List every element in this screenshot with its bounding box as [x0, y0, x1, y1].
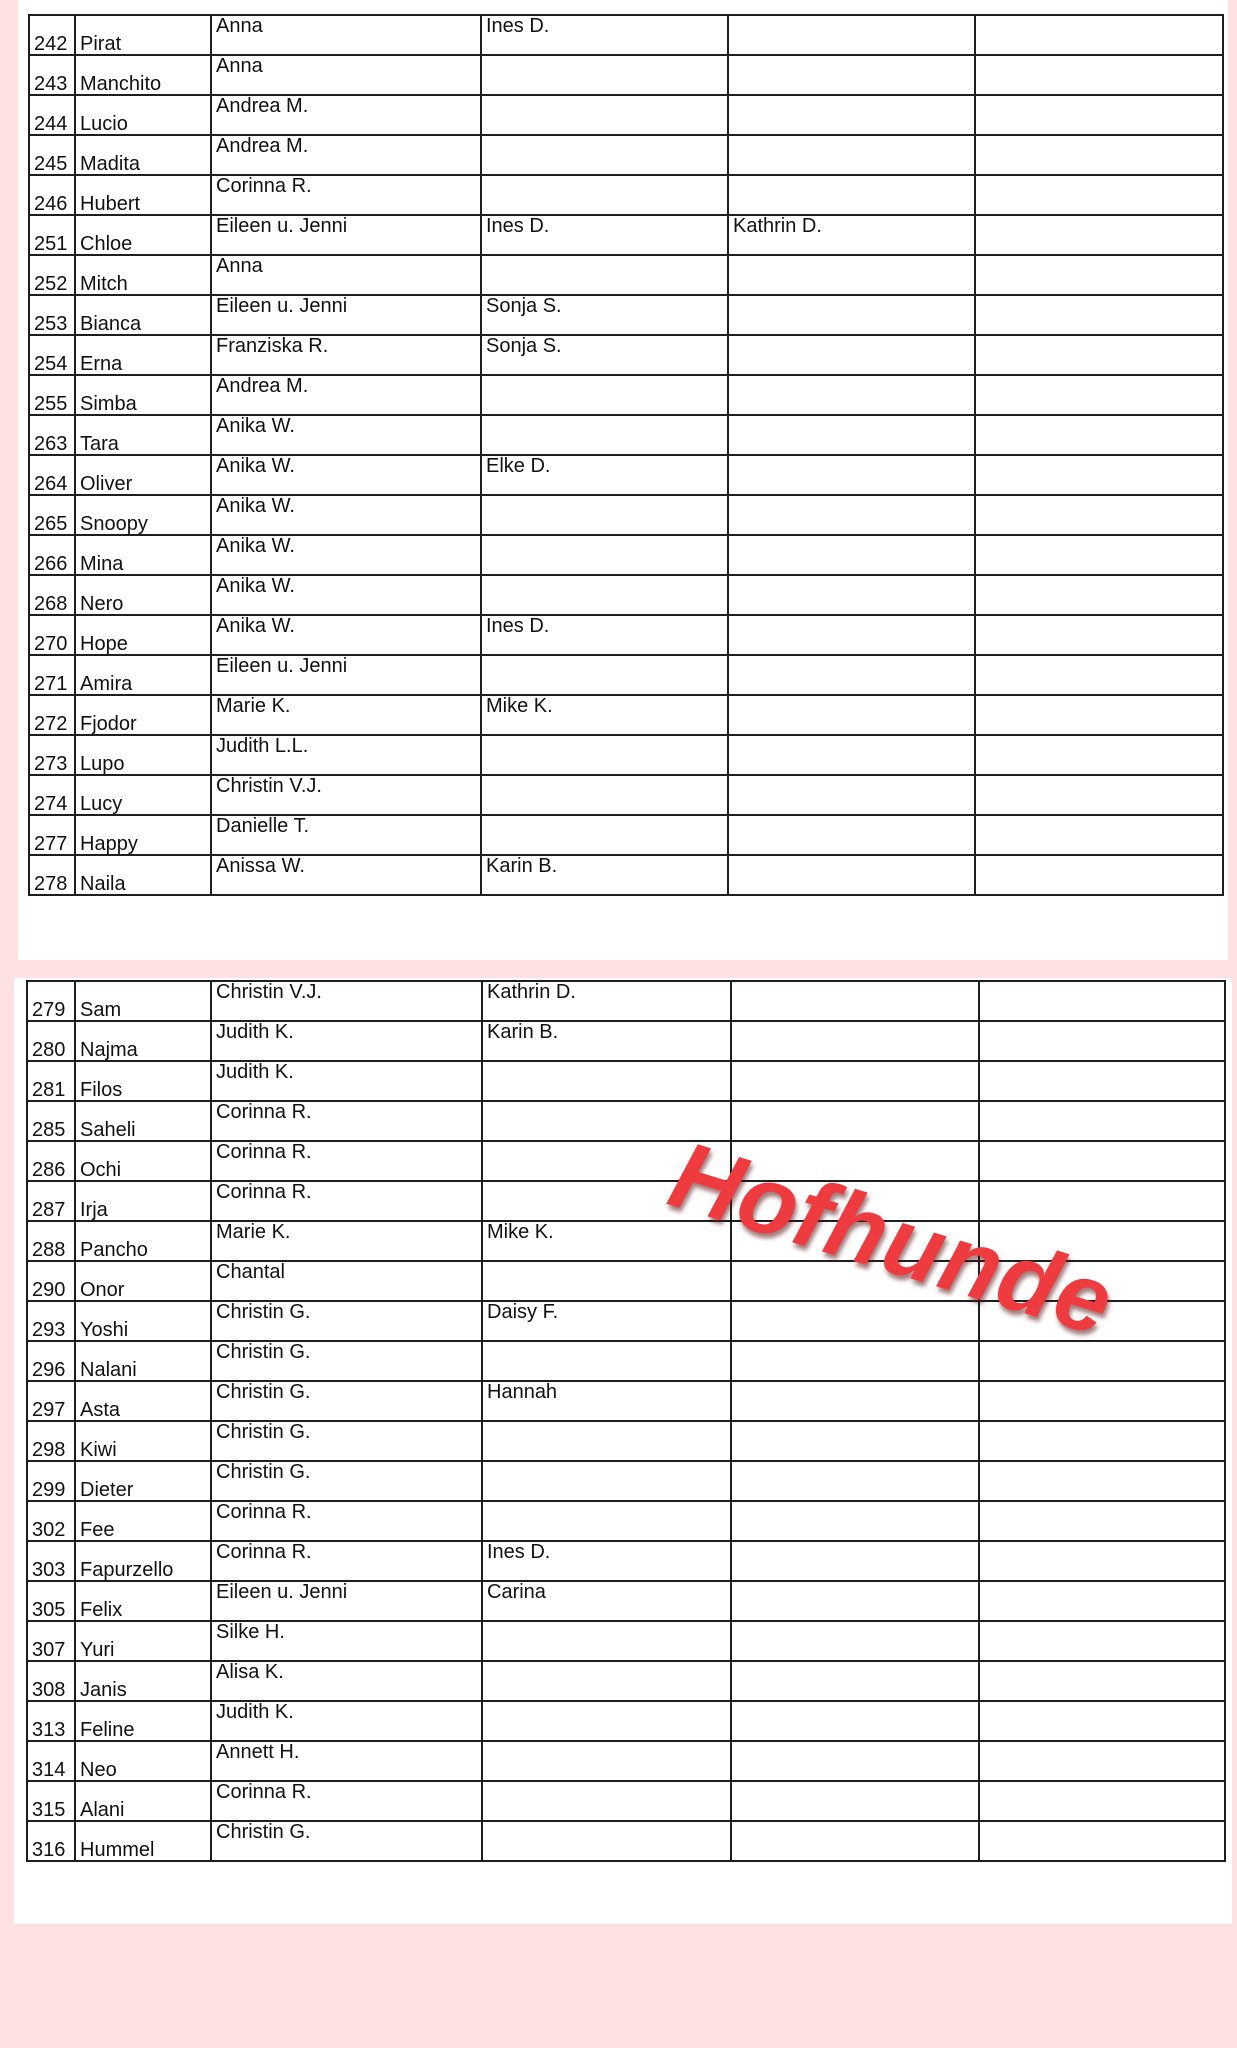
sponsor-2-cell: Ines D. [481, 15, 728, 55]
sponsor-3-cell [728, 855, 975, 895]
table-row [29, 415, 1223, 455]
sponsor-1-cell: Christin G. [211, 1301, 482, 1341]
dog-number-cell: 293 [27, 1301, 75, 1341]
sponsor-3-cell [731, 1621, 979, 1661]
sponsor-3-cell [728, 15, 975, 55]
sponsor-2-cell [481, 735, 728, 775]
table-row [27, 1541, 1225, 1581]
sponsor-4-cell [979, 1021, 1225, 1061]
table-row [29, 615, 1223, 655]
dog-number-cell: 290 [27, 1261, 75, 1301]
sponsor-2-cell: Sonja S. [481, 295, 728, 335]
sponsor-2-cell: Carina [482, 1581, 731, 1621]
dog-number-cell: 246 [29, 175, 75, 215]
dog-name-cell: Yoshi [75, 1301, 211, 1341]
table-row [27, 1461, 1225, 1501]
sponsor-3-cell [731, 1821, 979, 1861]
dog-name-cell: Oliver [75, 455, 211, 495]
sponsor-2-cell: Ines D. [481, 615, 728, 655]
sponsor-4-cell [979, 1061, 1225, 1101]
sponsor-table-top [28, 14, 1224, 896]
sponsor-1-cell: Christin G. [211, 1461, 482, 1501]
dog-name-cell: Naila [75, 855, 211, 895]
sponsor-1-cell: Danielle T. [211, 815, 481, 855]
table-row [27, 1621, 1225, 1661]
dog-number-cell: 243 [29, 55, 75, 95]
dog-name-cell: Saheli [75, 1101, 211, 1141]
sponsor-2-cell [482, 1501, 731, 1541]
sponsor-2-cell [482, 1061, 731, 1101]
sponsor-1-cell: Chantal [211, 1261, 482, 1301]
sponsor-3-cell [731, 1581, 979, 1621]
sponsor-1-cell: Silke H. [211, 1621, 482, 1661]
sponsor-3-cell [731, 1381, 979, 1421]
dog-number-cell: 281 [27, 1061, 75, 1101]
sponsor-2-cell: Daisy F. [482, 1301, 731, 1341]
sponsor-4-cell [979, 1781, 1225, 1821]
sponsor-4-cell [975, 55, 1223, 95]
sponsor-4-cell [979, 981, 1225, 1021]
table-row [29, 455, 1223, 495]
sponsor-4-cell [975, 695, 1223, 735]
sponsor-2-cell [481, 495, 728, 535]
sponsor-1-cell: Corinna R. [211, 1181, 482, 1221]
sponsor-4-cell [979, 1381, 1225, 1421]
sponsor-3-cell [728, 335, 975, 375]
dog-number-cell: 273 [29, 735, 75, 775]
dog-name-cell: Hope [75, 615, 211, 655]
dog-number-cell: 242 [29, 15, 75, 55]
sponsor-2-cell [481, 55, 728, 95]
dog-name-cell: Fee [75, 1501, 211, 1541]
table-row [29, 15, 1223, 55]
sponsor-1-cell: Eileen u. Jenni [211, 295, 481, 335]
dog-name-cell: Onor [75, 1261, 211, 1301]
sponsor-4-cell [975, 655, 1223, 695]
dog-name-cell: Mitch [75, 255, 211, 295]
sponsor-3-cell [728, 255, 975, 295]
dog-name-cell: Yuri [75, 1621, 211, 1661]
dog-name-cell: Fapurzello [75, 1541, 211, 1581]
table-row [27, 1061, 1225, 1101]
sponsor-2-cell [482, 1461, 731, 1501]
table-row [29, 575, 1223, 615]
dog-number-cell: 268 [29, 575, 75, 615]
dog-number-cell: 286 [27, 1141, 75, 1181]
sponsor-1-cell: Anissa W. [211, 855, 481, 895]
dog-number-cell: 252 [29, 255, 75, 295]
dog-name-cell: Hubert [75, 175, 211, 215]
dog-number-cell: 316 [27, 1821, 75, 1861]
dog-number-cell: 278 [29, 855, 75, 895]
sponsor-2-cell [481, 95, 728, 135]
table-row [29, 735, 1223, 775]
table-row [27, 981, 1225, 1021]
sponsor-3-cell [731, 981, 979, 1021]
sponsor-3-cell [731, 1421, 979, 1461]
dog-name-cell: Asta [75, 1381, 211, 1421]
sponsor-4-cell [975, 735, 1223, 775]
sponsor-3-cell [731, 1741, 979, 1781]
table-row [27, 1821, 1225, 1861]
sponsor-4-cell [975, 215, 1223, 255]
sponsor-3-cell [731, 1781, 979, 1821]
table-row [29, 175, 1223, 215]
sponsor-1-cell: Christin G. [211, 1381, 482, 1421]
sponsor-3-cell [731, 1541, 979, 1581]
sponsor-2-cell [482, 1261, 731, 1301]
sponsor-2-cell [482, 1421, 731, 1461]
sponsor-3-cell [731, 1661, 979, 1701]
sponsor-3-cell [728, 135, 975, 175]
dog-name-cell: Snoopy [75, 495, 211, 535]
dog-number-cell: 314 [27, 1741, 75, 1781]
sponsor-2-cell [482, 1741, 731, 1781]
sponsor-1-cell: Corinna R. [211, 1541, 482, 1581]
table-row [27, 1701, 1225, 1741]
table-body [29, 15, 1223, 895]
sponsor-4-cell [979, 1541, 1225, 1581]
dog-name-cell: Feline [75, 1701, 211, 1741]
dog-name-cell: Lucy [75, 775, 211, 815]
sponsor-4-cell [975, 615, 1223, 655]
sponsor-3-cell [728, 175, 975, 215]
sponsor-2-cell [481, 135, 728, 175]
dog-name-cell: Pirat [75, 15, 211, 55]
sponsor-3-cell [731, 1701, 979, 1741]
sponsor-1-cell: Eileen u. Jenni [211, 655, 481, 695]
sponsor-3-cell [731, 1021, 979, 1061]
sponsor-4-cell [979, 1341, 1225, 1381]
dog-name-cell: Happy [75, 815, 211, 855]
table-row [29, 335, 1223, 375]
dog-number-cell: 280 [27, 1021, 75, 1061]
sponsor-4-cell [979, 1621, 1225, 1661]
dog-number-cell: 307 [27, 1621, 75, 1661]
sponsor-4-cell [975, 175, 1223, 215]
sponsor-1-cell: Judith K. [211, 1701, 482, 1741]
sponsor-3-cell [728, 495, 975, 535]
dog-number-cell: 287 [27, 1181, 75, 1221]
sponsor-4-cell [975, 855, 1223, 895]
dog-name-cell: Madita [75, 135, 211, 175]
sponsor-2-cell [482, 1661, 731, 1701]
table-row [29, 295, 1223, 335]
dog-number-cell: 313 [27, 1701, 75, 1741]
sponsor-4-cell [975, 335, 1223, 375]
sponsor-3-cell [728, 375, 975, 415]
dog-number-cell: 272 [29, 695, 75, 735]
dog-name-cell: Nalani [75, 1341, 211, 1381]
dog-number-cell: 277 [29, 815, 75, 855]
sponsor-1-cell: Corinna R. [211, 175, 481, 215]
table-row [29, 775, 1223, 815]
sponsor-2-cell: Kathrin D. [482, 981, 731, 1021]
sponsor-2-cell [481, 415, 728, 455]
dog-name-cell: Neo [75, 1741, 211, 1781]
table-body [27, 981, 1225, 1861]
table-row [27, 1581, 1225, 1621]
table-row [29, 55, 1223, 95]
sponsor-4-cell [975, 135, 1223, 175]
sponsor-1-cell: Anika W. [211, 575, 481, 615]
sponsor-3-cell [728, 775, 975, 815]
dog-number-cell: 251 [29, 215, 75, 255]
sponsor-1-cell: Christin G. [211, 1341, 482, 1381]
sponsor-4-cell [975, 775, 1223, 815]
sponsor-2-cell [482, 1781, 731, 1821]
dog-name-cell: Nero [75, 575, 211, 615]
sponsor-4-cell [975, 375, 1223, 415]
sponsor-3-cell [728, 55, 975, 95]
sponsor-1-cell: Christin V.J. [211, 775, 481, 815]
sponsor-4-cell [975, 295, 1223, 335]
sponsor-1-cell: Anika W. [211, 495, 481, 535]
table-row [27, 1181, 1225, 1221]
sponsor-4-cell [979, 1661, 1225, 1701]
sponsor-2-cell [482, 1341, 731, 1381]
sponsor-3-cell: Kathrin D. [728, 215, 975, 255]
dog-name-cell: Simba [75, 375, 211, 415]
dog-name-cell: Sam [75, 981, 211, 1021]
table-row [27, 1381, 1225, 1421]
hofhunde-stamp: Hofhunde [658, 1120, 1126, 1357]
sponsor-1-cell: Anika W. [211, 615, 481, 655]
sponsor-1-cell: Corinna R. [211, 1101, 482, 1141]
dog-name-cell: Irja [75, 1181, 211, 1221]
sponsor-3-cell [728, 415, 975, 455]
table-row [29, 215, 1223, 255]
sponsor-4-cell [979, 1101, 1225, 1141]
sponsor-3-cell [728, 815, 975, 855]
sponsor-3-cell [728, 615, 975, 655]
sponsor-1-cell: Christin G. [211, 1421, 482, 1461]
sponsor-2-cell: Ines D. [481, 215, 728, 255]
sponsor-1-cell: Judith K. [211, 1061, 482, 1101]
sponsor-3-cell [728, 535, 975, 575]
sponsor-3-cell [728, 575, 975, 615]
sponsor-2-cell [481, 815, 728, 855]
table-row [29, 815, 1223, 855]
sponsor-1-cell: Judith K. [211, 1021, 482, 1061]
sponsor-2-cell: Sonja S. [481, 335, 728, 375]
sponsor-4-cell [975, 815, 1223, 855]
sponsor-1-cell: Anika W. [211, 535, 481, 575]
sponsor-4-cell [979, 1821, 1225, 1861]
sponsor-4-cell [975, 535, 1223, 575]
table-row [27, 1101, 1225, 1141]
sponsor-3-cell [728, 455, 975, 495]
sponsor-1-cell: Anna [211, 15, 481, 55]
dog-number-cell: 265 [29, 495, 75, 535]
table-row [29, 495, 1223, 535]
dog-number-cell: 270 [29, 615, 75, 655]
dog-number-cell: 302 [27, 1501, 75, 1541]
sponsor-1-cell: Anika W. [211, 455, 481, 495]
table-row [27, 1421, 1225, 1461]
dog-number-cell: 271 [29, 655, 75, 695]
dog-number-cell: 245 [29, 135, 75, 175]
table-row [29, 535, 1223, 575]
dog-name-cell: Filos [75, 1061, 211, 1101]
dog-number-cell: 279 [27, 981, 75, 1021]
dog-name-cell: Kiwi [75, 1421, 211, 1461]
sponsor-3-cell [731, 1061, 979, 1101]
dog-number-cell: 263 [29, 415, 75, 455]
sponsor-2-cell: Karin B. [481, 855, 728, 895]
dog-name-cell: Bianca [75, 295, 211, 335]
dog-name-cell: Alani [75, 1781, 211, 1821]
sponsor-2-cell [482, 1701, 731, 1741]
table-row [29, 95, 1223, 135]
table-row [27, 1501, 1225, 1541]
sponsor-1-cell: Corinna R. [211, 1141, 482, 1181]
table-row [27, 1741, 1225, 1781]
sponsor-2-cell: Hannah [482, 1381, 731, 1421]
sponsor-4-cell [975, 415, 1223, 455]
dog-name-cell: Amira [75, 655, 211, 695]
sponsor-4-cell [975, 455, 1223, 495]
sponsor-4-cell [979, 1501, 1225, 1541]
dog-name-cell: Hummel [75, 1821, 211, 1861]
sponsor-3-cell [728, 655, 975, 695]
table-row [29, 855, 1223, 895]
dog-name-cell: Najma [75, 1021, 211, 1061]
table-row [27, 1781, 1225, 1821]
dog-name-cell: Lupo [75, 735, 211, 775]
sponsor-3-cell [731, 1101, 979, 1141]
sponsor-1-cell: Corinna R. [211, 1501, 482, 1541]
sponsor-1-cell: Marie K. [211, 1221, 482, 1261]
sponsor-4-cell [975, 255, 1223, 295]
sponsor-2-cell [481, 375, 728, 415]
sponsor-3-cell [731, 1341, 979, 1381]
sponsor-2-cell: Karin B. [482, 1021, 731, 1061]
dog-number-cell: 297 [27, 1381, 75, 1421]
sponsor-2-cell: Ines D. [482, 1541, 731, 1581]
sponsor-1-cell: Corinna R. [211, 1781, 482, 1821]
dog-number-cell: 254 [29, 335, 75, 375]
sponsor-4-cell [975, 495, 1223, 535]
dog-number-cell: 288 [27, 1221, 75, 1261]
dog-name-cell: Janis [75, 1661, 211, 1701]
sponsor-3-cell [728, 295, 975, 335]
sponsor-4-cell [979, 1701, 1225, 1741]
dog-name-cell: Tara [75, 415, 211, 455]
sponsor-1-cell: Eileen u. Jenni [211, 1581, 482, 1621]
table-row [29, 695, 1223, 735]
table-row [27, 1661, 1225, 1701]
sponsor-4-cell [979, 1421, 1225, 1461]
dog-name-cell: Dieter [75, 1461, 211, 1501]
sponsor-4-cell [975, 15, 1223, 55]
sponsor-1-cell: Anika W. [211, 415, 481, 455]
sponsor-2-cell [482, 1621, 731, 1661]
sponsor-3-cell [731, 1501, 979, 1541]
dog-name-cell: Manchito [75, 55, 211, 95]
dog-name-cell: Ochi [75, 1141, 211, 1181]
sponsor-1-cell: Eileen u. Jenni [211, 215, 481, 255]
sponsor-1-cell: Andrea M. [211, 375, 481, 415]
sponsor-2-cell [481, 535, 728, 575]
sponsor-1-cell: Andrea M. [211, 95, 481, 135]
sponsor-1-cell: Franziska R. [211, 335, 481, 375]
sponsor-1-cell: Christin G. [211, 1821, 482, 1861]
sponsor-3-cell [731, 1461, 979, 1501]
sponsor-4-cell [979, 1181, 1225, 1221]
sponsor-1-cell: Christin V.J. [211, 981, 482, 1021]
sponsor-4-cell [979, 1741, 1225, 1781]
dog-number-cell: 264 [29, 455, 75, 495]
sponsor-2-cell [481, 655, 728, 695]
table-row [29, 655, 1223, 695]
table-row [29, 255, 1223, 295]
sponsor-1-cell: Annett H. [211, 1741, 482, 1781]
sponsor-4-cell [979, 1141, 1225, 1181]
table-row [27, 1341, 1225, 1381]
sponsor-2-cell: Mike K. [482, 1221, 731, 1261]
dog-number-cell: 285 [27, 1101, 75, 1141]
table-row [29, 135, 1223, 175]
sponsor-1-cell: Marie K. [211, 695, 481, 735]
sponsor-2-cell [482, 1821, 731, 1861]
sponsor-1-cell: Anna [211, 255, 481, 295]
dog-name-cell: Fjodor [75, 695, 211, 735]
sponsor-3-cell [728, 695, 975, 735]
dog-number-cell: 244 [29, 95, 75, 135]
dog-number-cell: 305 [27, 1581, 75, 1621]
dog-number-cell: 298 [27, 1421, 75, 1461]
table-row [27, 1141, 1225, 1181]
dog-number-cell: 299 [27, 1461, 75, 1501]
dog-number-cell: 315 [27, 1781, 75, 1821]
sponsor-2-cell [481, 775, 728, 815]
sponsor-2-cell [481, 575, 728, 615]
dog-number-cell: 303 [27, 1541, 75, 1581]
dog-name-cell: Lucio [75, 95, 211, 135]
sponsor-4-cell [979, 1581, 1225, 1621]
dog-number-cell: 308 [27, 1661, 75, 1701]
sponsor-1-cell: Andrea M. [211, 135, 481, 175]
dog-number-cell: 255 [29, 375, 75, 415]
dog-name-cell: Chloe [75, 215, 211, 255]
sponsor-2-cell: Mike K. [481, 695, 728, 735]
sponsor-1-cell: Anna [211, 55, 481, 95]
sponsor-2-cell [481, 175, 728, 215]
dog-number-cell: 266 [29, 535, 75, 575]
dog-number-cell: 253 [29, 295, 75, 335]
dog-name-cell: Erna [75, 335, 211, 375]
sponsor-3-cell [728, 735, 975, 775]
sponsor-4-cell [975, 95, 1223, 135]
sponsor-1-cell: Judith L.L. [211, 735, 481, 775]
sponsor-table-bottom [26, 980, 1226, 1862]
sponsor-1-cell: Alisa K. [211, 1661, 482, 1701]
sponsor-3-cell [728, 95, 975, 135]
sponsor-2-cell: Elke D. [481, 455, 728, 495]
sponsor-4-cell [979, 1461, 1225, 1501]
sponsor-2-cell [481, 255, 728, 295]
dog-number-cell: 274 [29, 775, 75, 815]
table-row [29, 375, 1223, 415]
table-row [27, 1021, 1225, 1061]
dog-name-cell: Mina [75, 535, 211, 575]
sponsor-4-cell [975, 575, 1223, 615]
dog-name-cell: Pancho [75, 1221, 211, 1261]
dog-number-cell: 296 [27, 1341, 75, 1381]
dog-name-cell: Felix [75, 1581, 211, 1621]
